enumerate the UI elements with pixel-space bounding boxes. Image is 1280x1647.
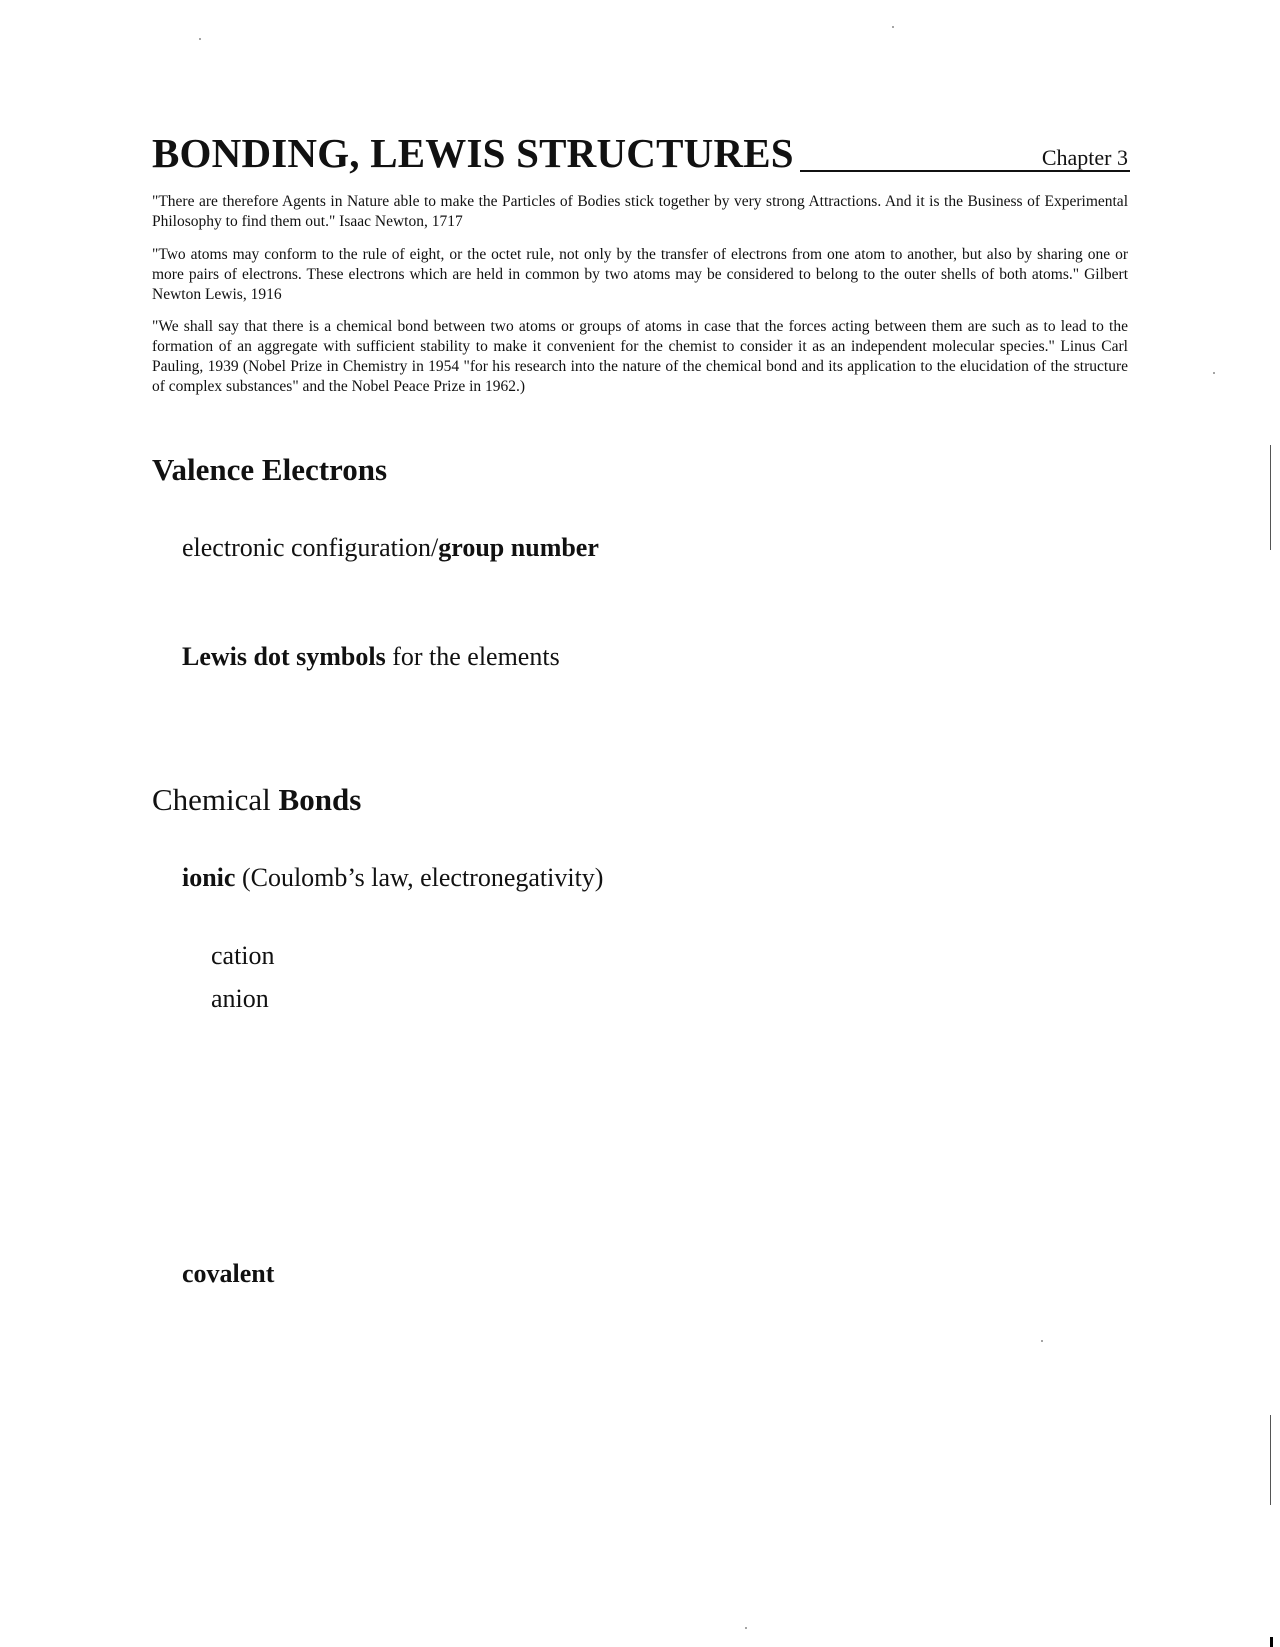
scan-speck bbox=[1213, 372, 1215, 374]
item-ionic bbox=[182, 862, 603, 894]
heading-valence-electrons: Valence Electrons bbox=[152, 452, 388, 487]
quote-newton: "There are therefore Agents in Nature able to make the Particles of Bodies stick together by very strong Attractions. And it is the Business of Experimental Philosophy to find them out." Isaac Newton, 1717 bbox=[152, 193, 1128, 230]
page-header bbox=[152, 128, 1130, 178]
heading-bonds-bold: Bonds bbox=[278, 782, 362, 817]
page-title: BONDING, LEWIS STRUCTURES bbox=[152, 130, 794, 176]
heading-chemical-text: Chemical bbox=[152, 782, 279, 817]
item-lewis-text: for the elements bbox=[385, 642, 560, 671]
scan-edge-mark bbox=[1270, 1415, 1271, 1505]
item-ionic-bold: ionic bbox=[182, 863, 236, 892]
item-ionic-text: (Coulomb’s law, electronegativity) bbox=[235, 863, 604, 892]
item-lewis-bold: Lewis dot symbols bbox=[182, 642, 386, 671]
item-cation: cation bbox=[211, 941, 275, 970]
quote-lewis: "Two atoms may conform to the rule of eight, or the octet rule, not only by the transfer of electrons from one atom to another, but also by sharing one or more pairs of electrons. These electrons which are held in common by two atoms may be considered to belong to the outer shells of both atoms." Gilbert Newton Lewis, 1916 bbox=[152, 246, 1128, 303]
chapter-label: Chapter 3 bbox=[1041, 145, 1128, 170]
scan-speck bbox=[745, 1627, 747, 1629]
item-config-text: electronic configuration/ bbox=[182, 533, 439, 562]
scan-speck bbox=[892, 26, 894, 28]
quote-pauling: "We shall say that there is a chemical bond between two atoms or groups of atoms in case that the forces acting between them are such as to lead to the formation of an aggregate with sufficient stability to make it convenient for the chemist to consider it as an independent molecular species." Linus Carl Pauling, 1939 (Nobel Prize in Chemistry in 1954 "for his research into the nature of the chemical bond and its application to the elucidation of the structure of complex substances" and the Nobel Peace Prize in 1962.) bbox=[152, 318, 1128, 395]
scan-speck bbox=[1041, 1340, 1043, 1342]
item-anion: anion bbox=[211, 984, 269, 1013]
item-covalent: covalent bbox=[182, 1259, 275, 1288]
item-group-number: group number bbox=[438, 533, 599, 562]
heading-chemical-bonds bbox=[152, 782, 361, 818]
item-lewis-dot-symbols bbox=[182, 641, 560, 673]
scan-edge-mark bbox=[1270, 445, 1271, 550]
item-electronic-configuration bbox=[182, 532, 599, 564]
scan-speck bbox=[199, 38, 201, 40]
scan-edge-mark bbox=[1270, 1637, 1273, 1647]
